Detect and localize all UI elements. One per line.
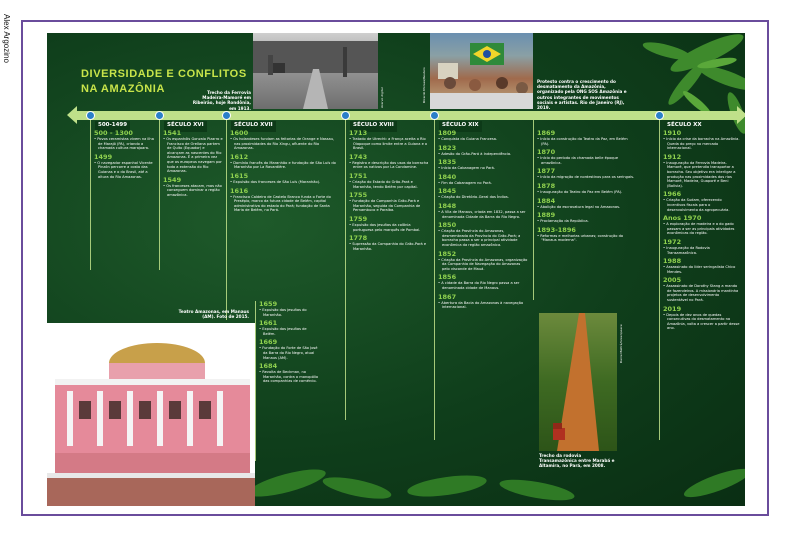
entry-event: • Início da construção do Teatro da Paz, em Belém (PA). bbox=[541, 137, 637, 146]
entry-year: 1972 bbox=[663, 237, 682, 246]
entry-year: 1616 bbox=[230, 186, 249, 195]
century-label: 500-1499 bbox=[95, 121, 130, 132]
entry-year: 1661 bbox=[259, 319, 278, 328]
timeline-entry bbox=[349, 153, 429, 170]
column-seculo-xvii-b bbox=[259, 298, 319, 385]
entry-year: 1966 bbox=[663, 190, 682, 199]
entry-event: • Expulsão dos jesuítas do Maranhão. bbox=[263, 308, 319, 317]
timeline-entry bbox=[663, 238, 741, 255]
century-label: SÉCULO XVII bbox=[231, 121, 276, 132]
timeline-entry bbox=[163, 129, 223, 174]
timeline-entry bbox=[663, 276, 741, 302]
column-divider bbox=[226, 120, 227, 320]
highway-caption: Trecho da rodovia Transamazônica entre Marabá e Altamira, no Pará, em 2008. bbox=[539, 453, 615, 469]
entry-year: 1809 bbox=[438, 129, 457, 137]
entry-event: • Inauguração do Teatro da Paz em Belém (PA). bbox=[541, 190, 637, 195]
entry-event: • Expulsão dos franceses de São Luís (Maranhão). bbox=[234, 180, 340, 185]
entry-event: • Reformas e melhorias urbanas; construção do "Manaus moderna". bbox=[541, 234, 637, 243]
entry-year: 1870 bbox=[537, 148, 556, 157]
railway-photo bbox=[253, 33, 378, 109]
century-label: SÉCULO XVI bbox=[164, 121, 207, 132]
theatre-caption: Teatro Amazonas, em Manaus (AM). Foto de 2015. bbox=[178, 309, 249, 320]
timeline-entry bbox=[349, 234, 429, 251]
entry-year: 1840 bbox=[438, 172, 457, 181]
entry-event: • Criação do Estado do Grão-Pará e Maranhão, tendo Belém por capital. bbox=[353, 180, 429, 189]
timeline-entry bbox=[259, 362, 319, 384]
timeline-entry bbox=[349, 191, 429, 213]
timeline-entry bbox=[537, 148, 637, 165]
column-divider bbox=[533, 120, 534, 300]
entry-event: • Francisco Caldeira de Castelo Branco funda o Forte do Presépio, marco da futura cidade de Belém, capital administrativa do estado do Pará; fundação de Santa Maria de Belém, no Pará. bbox=[234, 195, 340, 213]
title-line-1: DIVERSIDADE E CONFLITOS bbox=[81, 68, 247, 80]
highway-photo bbox=[539, 313, 617, 451]
entry-year: 2005 bbox=[663, 276, 682, 285]
highway-scene bbox=[539, 313, 617, 451]
column-divider bbox=[345, 120, 346, 420]
side-credit: Alex Argozino bbox=[2, 14, 11, 63]
entry-event: • Início da Cabanagem no Pará. bbox=[442, 166, 528, 171]
entry-year: 1884 bbox=[537, 196, 556, 205]
railway-credit: Acervo digital bbox=[380, 87, 384, 108]
entry-event: • Criação do Diretório-Geral dos Índios. bbox=[442, 195, 528, 200]
century-label: SÉCULO XVIII bbox=[350, 121, 397, 132]
protest-credit: Ricardo Moraes/Reuters bbox=[422, 67, 426, 103]
entry-event: • Assassinato do líder seringalista Chico Mendes. bbox=[667, 265, 741, 274]
entry-event: • Abertura da Bacia do Amazonas à navegação internacional. bbox=[442, 301, 528, 310]
column-divider bbox=[90, 120, 91, 270]
theatre-scene bbox=[47, 323, 255, 506]
entry-year: 1499 bbox=[94, 152, 113, 161]
timeline-entry bbox=[438, 273, 528, 290]
century-marker bbox=[655, 111, 664, 120]
entry-year: 500 - 1300 bbox=[94, 129, 133, 137]
railway-caption: Trecho da Ferrovia Madeira-Mamoré em Ribeirão, hoje Rondônia, em 1913. bbox=[192, 90, 251, 111]
entry-event: • Abolição da escravatura legal no Amazonas. bbox=[541, 205, 637, 210]
timeline-entry bbox=[537, 211, 637, 224]
timeline-entry bbox=[163, 176, 223, 198]
entry-year: 1835 bbox=[438, 158, 457, 167]
timeline-entry bbox=[537, 226, 637, 243]
entry-event: • Tratado de Utrecht: a França aceita o Rio Oiapoque como limite entre a Guiana e o Brasil. bbox=[353, 137, 429, 151]
entry-year: 1845 bbox=[438, 187, 457, 196]
timeline-entry bbox=[438, 129, 528, 142]
entry-event: • Início da migração de nordestinos para os seringais. bbox=[541, 175, 637, 180]
timeline-entry bbox=[663, 190, 741, 212]
entry-event: • Os franceses atacam, mas não conseguem dominar a região amazônica. bbox=[167, 184, 223, 198]
entry-year: 1878 bbox=[537, 181, 556, 190]
timeline-entry bbox=[438, 293, 528, 310]
timeline-entry bbox=[438, 158, 528, 171]
column-divider bbox=[255, 301, 256, 461]
timeline-bar bbox=[77, 111, 737, 120]
column-seculo-xix-a bbox=[438, 127, 528, 311]
timeline-entry bbox=[663, 214, 741, 236]
protest-scene bbox=[430, 33, 533, 109]
entry-year: 1713 bbox=[349, 129, 368, 137]
column-seculo-xvii-a bbox=[230, 127, 340, 214]
entry-year: 1759 bbox=[349, 214, 368, 223]
timeline-entry bbox=[259, 300, 319, 317]
theatre-credit: Alex Robinson/Alamy bbox=[87, 331, 91, 363]
timeline-entry bbox=[663, 129, 741, 151]
entry-year: 1823 bbox=[438, 143, 457, 152]
entry-year: 1852 bbox=[438, 249, 457, 258]
entry-event: • Os holandeses fundam as feitorias de Orange e Nassau, nas proximidades do Rio Xingu, afluente do Rio Amazonas. bbox=[234, 137, 340, 151]
entry-year: 1867 bbox=[438, 292, 457, 301]
column-seculo-xix-b bbox=[537, 127, 637, 244]
timeline-entry bbox=[259, 338, 319, 360]
entry-year: 1612 bbox=[230, 152, 249, 161]
title-line-2: NA AMAZÔNIA bbox=[81, 83, 165, 95]
column-divider bbox=[159, 120, 160, 270]
column-divider bbox=[659, 120, 660, 440]
entry-year: 1869 bbox=[537, 129, 556, 137]
entry-event: • O navegador espanhol Vicente Pinzón percorre a costa das Guianas e o do Brasil, até a altura do Rio Amazonas. bbox=[98, 161, 154, 179]
entry-event: • Adesão do Grão-Pará à Independência. bbox=[442, 152, 528, 157]
century-marker bbox=[222, 111, 231, 120]
entry-event: • Início do período da chamada belle époque amazônica. bbox=[541, 156, 637, 165]
timeline-entry bbox=[438, 144, 528, 157]
timeline-entry bbox=[537, 182, 637, 195]
entry-event: • Domínio francês do Maranhão e fundação de São Luís do Maranhão por La Ravardière. bbox=[234, 161, 340, 170]
timeline-entry bbox=[230, 153, 340, 170]
timeline-entry bbox=[663, 153, 741, 189]
timeline-entry bbox=[94, 153, 154, 179]
entry-year: 1669 bbox=[259, 338, 278, 347]
entry-year: 1615 bbox=[230, 171, 249, 180]
entry-year: Anos 1970 bbox=[663, 214, 702, 223]
entry-year: 1659 bbox=[259, 300, 278, 308]
timeline-entry bbox=[94, 129, 154, 151]
entry-event: • Assassinato de Dorothy Stang a mando de fazendeiros. A missionária mantinha projetos de desenvolvimento sustentável no Pará. bbox=[667, 284, 741, 302]
column-seculo-xvi bbox=[163, 127, 223, 199]
highway-credit: Daniel Beltrá/Greenpeace bbox=[619, 324, 623, 363]
protest-photo bbox=[430, 33, 533, 109]
entry-event: • Expulsão dos jesuítas de Belém. bbox=[263, 327, 319, 336]
entry-year: 1600 bbox=[230, 129, 249, 137]
timeline-entry bbox=[230, 129, 340, 151]
foliage-bottom bbox=[247, 428, 745, 506]
entry-year: 1778 bbox=[349, 234, 368, 243]
timeline-arrow-head bbox=[737, 106, 745, 124]
timeline-poster bbox=[47, 33, 745, 506]
entry-year: 1848 bbox=[438, 201, 457, 210]
timeline-entry bbox=[230, 187, 340, 213]
century-marker bbox=[155, 111, 164, 120]
entry-year: 1751 bbox=[349, 171, 368, 180]
theatre-photo bbox=[47, 323, 255, 506]
entry-event: • Registro e descrição dos usos da borracha entre os nativos por La Condamine. bbox=[353, 161, 429, 170]
timeline-entry bbox=[438, 221, 528, 247]
entry-event: • Proclamação da República. bbox=[541, 219, 637, 224]
entry-event: • Inauguração da Ferrovia Madeira-Mamoré, que pretendia transportar a borracha. Seu objetivo era interligar a produção nas proximidades dos rios Mamoré, Madeira, Guaporé e Beni (Bolívia). bbox=[667, 161, 741, 189]
protest-caption: Protesto contra o crescimento do desmatamento da Amazônia, organizado pela ONG SOS Amazônia e outros integrantes de movimentos sociais e artistas. Rio de Janeiro (RJ), 2019. bbox=[537, 79, 627, 111]
entry-event: • Criação da Sudam, oferecendo incentivos fiscais para o desenvolvimento da agropecuária. bbox=[667, 198, 741, 212]
timeline-entry bbox=[349, 129, 429, 151]
century-marker bbox=[341, 111, 350, 120]
timeline-entry bbox=[230, 172, 340, 185]
entry-event: • A cidade da Barra do Rio Negro passa a ser denominada cidade de Manaus. bbox=[442, 281, 528, 290]
timeline-entry bbox=[663, 305, 741, 331]
entry-event: • Expulsão dos jesuítas da colônia portuguesa pelo marquês de Pombal. bbox=[353, 223, 429, 232]
entry-year: 1850 bbox=[438, 221, 457, 230]
timeline-entry bbox=[663, 257, 741, 274]
timeline-entry bbox=[537, 197, 637, 210]
entry-event: • Fundação da Companhia Grão-Pará e Maranhão, seguida da Companhia de Pernambuco e Paraíba. bbox=[353, 199, 429, 213]
entry-year: 1684 bbox=[259, 362, 278, 371]
entry-event: • Criação da Província do Amazonas, organização da Companhia de Navegação do Amazonas pelo visconde de Mauá. bbox=[442, 258, 528, 272]
entry-event: • Depois de dez anos de quedas consecutivas do desmatamento na Amazônia, volta a crescer a partir desse ano. bbox=[667, 313, 741, 331]
timeline-entry bbox=[537, 129, 637, 146]
century-marker bbox=[430, 111, 439, 120]
entry-event: • Povos ceramistas vivem na ilha de Marajó (PA), criando a chamada cultura marajoara. bbox=[98, 137, 154, 151]
entry-event: • Supressão da Companhia do Grão-Pará e Maranhão. bbox=[353, 242, 429, 251]
column-500-1499 bbox=[94, 127, 154, 180]
timeline-entry bbox=[438, 202, 528, 219]
entry-year: 1889 bbox=[537, 211, 556, 220]
entry-year: 1755 bbox=[349, 191, 368, 200]
century-label: SÉCULO XX bbox=[664, 121, 705, 132]
timeline-entry bbox=[349, 172, 429, 189]
column-seculo-xviii bbox=[349, 127, 429, 252]
entry-year: 1910 bbox=[663, 129, 682, 137]
century-label: SÉCULO XIX bbox=[439, 121, 482, 132]
entry-year: 1743 bbox=[349, 152, 368, 161]
entry-event: • Inauguração da Rodovia Transamazônica. bbox=[667, 246, 741, 255]
entry-year: 1856 bbox=[438, 273, 457, 282]
entry-event: • Início da crise da borracha na Amazônia. Queda do preço no mercado internacional. bbox=[667, 137, 741, 151]
entry-year: 1988 bbox=[663, 257, 682, 266]
column-divider bbox=[434, 120, 435, 440]
timeline-arrow-tail bbox=[67, 106, 77, 124]
entry-event: • A Vila de Manaus, criada em 1832, passa a ser denominada Cidade da Barra do Rio Negro. bbox=[442, 210, 528, 219]
timeline-entry bbox=[259, 319, 319, 336]
entry-event: • A exploração de madeira e a do gado passam a ser as principais atividades econômicas da região. bbox=[667, 222, 741, 236]
timeline-entry bbox=[438, 173, 528, 186]
timeline-entry bbox=[349, 215, 429, 232]
column-seculo-xx bbox=[663, 127, 741, 332]
timeline-entry bbox=[438, 250, 528, 272]
entry-event: • Fundação do Forte de São José da Barra do Rio Negro, atual Manaus (AM). bbox=[263, 346, 319, 360]
entry-event: • Os espanhóis Gonzalo Pizarro e Francisco de Orellana partem de Quito (Equador) e alcançam as nascentes do Rio Amazonas. É a primeira vez que os europeus navegam por toda a extensão do Rio Amazonas. bbox=[167, 137, 223, 174]
timeline-entry bbox=[438, 187, 528, 200]
entry-event: • Conquista da Guiana Francesa. bbox=[442, 137, 528, 142]
entry-year: 2019 bbox=[663, 304, 682, 313]
entry-year: 1877 bbox=[537, 167, 556, 176]
timeline-entry bbox=[537, 167, 637, 180]
entry-year: 1912 bbox=[663, 152, 682, 161]
railway-scene bbox=[253, 33, 378, 109]
entry-event: • Criação da Província do Amazonas, desmembrada da Província do Grão-Pará; a borracha passa a ser o principal atividade econômica da região amazônica. bbox=[442, 229, 528, 247]
entry-event: • Revolta de Beckman, no Maranhão, contra o monopólio das companhias de comércio. bbox=[263, 370, 319, 384]
entry-year: 1541 bbox=[163, 129, 182, 137]
entry-event: • Fim da Cabanagem no Pará. bbox=[442, 181, 528, 186]
entry-year: 1549 bbox=[163, 175, 182, 184]
century-marker bbox=[86, 111, 95, 120]
entry-year: 1893-1896 bbox=[537, 225, 576, 234]
